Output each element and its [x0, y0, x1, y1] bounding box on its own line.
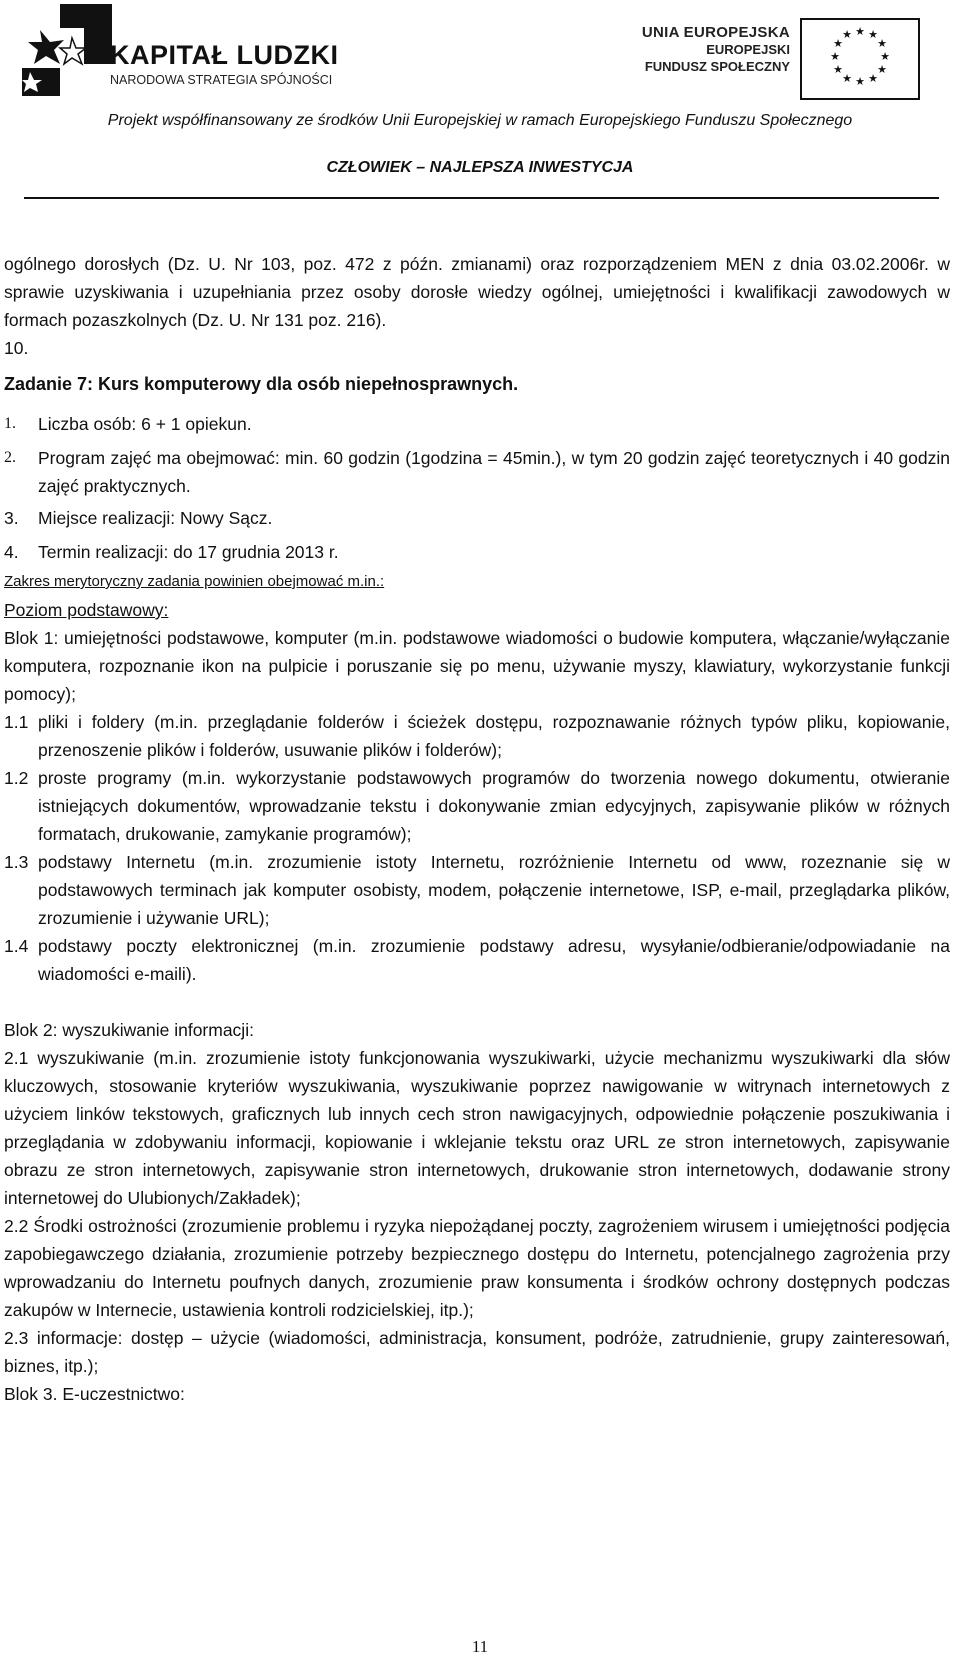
motto: CZŁOWIEK – NAJLEPSZA INWESTYCJA	[326, 159, 634, 176]
kapital-ludzki-emblem-icon	[20, 4, 112, 96]
svg-text:★: ★	[868, 28, 878, 41]
svg-text:★: ★	[842, 28, 852, 41]
block1-item	[4, 848, 950, 932]
level-heading: Poziom podstawowy:	[4, 600, 169, 620]
detail-text: Program zajęć ma obejmować: min. 60 godzin (1godzina = 45min.), w tym 20 godzin zajęć teoretycznych i 40 godzin zajęć praktycznych.	[38, 448, 950, 496]
block1-item-text: podstawy poczty elektronicznej (m.in. zrozumienie podstawy adresu, wysyłanie/odbieranie/odpowiadanie na wiadomości e-maili).	[38, 936, 950, 984]
scope-heading: Zakres merytoryczny zadania powinien obejmować m.in.:	[4, 573, 385, 590]
block1-paragraph: Blok 1: umiejętności podstawowe, komputer (m.in. podstawowe wiadomości o budowie komputera, włączanie/wyłączanie komputera, rozpoznanie ikon na pulpicie i poruszanie się po menu, używanie myszy, klawiatury, wykorzystanie funkcji pomocy);	[4, 628, 950, 704]
eu-logo-line3: FUNDUSZ SPOŁECZNY	[644, 59, 790, 74]
detail-item	[4, 410, 950, 438]
detail-item	[4, 444, 950, 500]
svg-text:★: ★	[842, 72, 852, 85]
svg-text:★: ★	[855, 75, 865, 88]
eu-logo-text	[642, 24, 790, 75]
block2-item: 2.3 informacje: dostęp – użycie (wiadomości, administracja, konsument, podróże, zatrudnienie, grupy zainteresowań, biznes, itp.);	[4, 1328, 950, 1376]
detail-text: Termin realizacji: do 17 grudnia 2013 r.	[38, 542, 339, 562]
detail-text: Miejsce realizacji: Nowy Sącz.	[38, 508, 273, 528]
block1-item	[4, 708, 950, 764]
svg-text:★: ★	[833, 37, 843, 50]
eu-logo	[630, 18, 920, 98]
page-header	[0, 0, 960, 200]
detail-number: 2.	[4, 449, 16, 466]
block1-item-number: 1.1	[4, 712, 29, 732]
eu-flag-icon	[800, 18, 920, 100]
block1-item	[4, 932, 950, 988]
block2-item: 2.2 Środki ostrożności (zrozumienie problemu i ryzyka niepożądanej poczty, zagrożeniem wirusem i umiejętności podjęcia zapobiegawczego działania, zrozumienie potrzeby bezpiecznego dostępu do Internetu, potencjalnego zagrożenia przy wprowadzaniu do Internetu poufnych danych, zrozumienie praw konsumenta i środków ochrony dostępnych podczas zakupów w Internecie, ustawienia kontroli rodzicielskiej, itp.);	[4, 1216, 950, 1320]
svg-text:★: ★	[880, 50, 890, 63]
page-number: 11	[471, 1637, 489, 1656]
block1-item	[4, 764, 950, 848]
detail-number: 4.	[4, 542, 19, 562]
svg-text:★: ★	[830, 50, 840, 63]
block3-heading: Blok 3. E-uczestnictwo:	[4, 1384, 185, 1404]
svg-text:★: ★	[877, 63, 887, 76]
eu-logo-line2: EUROPEJSKI	[706, 42, 790, 57]
kapital-ludzki-logo	[20, 4, 360, 96]
block2-item: 2.1 wyszukiwanie (m.in. zrozumienie istoty funkcjonowania wyszukiwarki, użycie mechanizmu wyszukiwarki dla słów kluczowych, stosowanie kryteriów wyszukiwania, wyszukiwanie poprzez nawigowanie w witrynach internetowych z użyciem linków tekstowych, graficznych lub innych cech stron nawigacyjnych, odpowiednie połączenie poszukiwania i przeglądania w zdobywaniu informacji, kopiowanie i wklejanie tekstu oraz URL ze stron internetowych, zapisywanie obrazu ze stron internetowych, zapisywanie stron internetowych, drukowanie stron internetowych, dodawanie strony internetowej do Ulubionych/Zakładek);	[4, 1048, 950, 1208]
svg-text:★: ★	[877, 37, 887, 50]
detail-number: 1.	[4, 415, 16, 432]
block1-item-number: 1.4	[4, 936, 29, 956]
block1-item-number: 1.2	[4, 768, 29, 788]
document-body	[4, 250, 950, 1408]
kapital-ludzki-subtitle: NARODOWA STRATEGIA SPÓJNOŚCI	[110, 73, 333, 87]
block1-item-text: proste programy (m.in. wykorzystanie podstawowych programów do tworzenia nowego dokumentu, otwieranie istniejących dokumentów, wprowadzanie tekstu i dokonywanie zmian edycyjnych, zapisywanie plików w różnych formatach, drukowanie, zamykanie programów);	[38, 768, 950, 844]
eu-logo-line1: UNIA EUROPEJSKA	[641, 24, 790, 41]
kapital-ludzki-title: KAPITAŁ LUDZKI	[110, 40, 339, 70]
task-title: Zadanie 7: Kurs komputerowy dla osób niepełnosprawnych.	[4, 374, 519, 394]
detail-number: 3.	[4, 508, 19, 528]
svg-text:★: ★	[868, 72, 878, 85]
detail-item	[4, 504, 950, 532]
detail-text: Liczba osób: 6 + 1 opiekun.	[38, 414, 252, 434]
project-funding-line: Projekt współfinansowany ze środków Unii Europejskiej w ramach Europejskiego Funduszu Społecznego	[107, 112, 853, 129]
detail-item	[4, 538, 950, 566]
block1-item-number: 1.3	[4, 852, 29, 872]
block1-item-text: podstawy Internetu (m.in. zrozumienie istoty Internetu, rozróżnienie Internetu od www, rozeznanie się w podstawowych terminach jak komputer osobisty, modem, połączenie internetowe, ISP, e-mail, przeglądarka plików, zrozumienie i używanie URL);	[38, 852, 950, 928]
section-number: 10.	[4, 338, 29, 358]
block2-heading: Blok 2: wyszukiwanie informacji:	[4, 1020, 254, 1040]
intro-paragraph: ogólnego dorosłych (Dz. U. Nr 103, poz. 472 z późn. zmianami) oraz rozporządzeniem MEN z dnia 03.02.2006r. w sprawie uzyskiwania i uzupełniania przez osoby dorosłe wiedzy ogólnej, umiejętności i kwalifikacji zawodowych w formach pozaszkolnych (Dz. U. Nr 131 poz. 216).	[4, 254, 950, 330]
svg-text:★: ★	[833, 63, 843, 76]
block1-item-text: pliki i foldery (m.in. przeglądanie folderów i ścieżek dostępu, rozpoznawanie różnych typów pliku, kopiowanie, przenoszenie plików i folderów, usuwanie plików i folderów);	[38, 712, 950, 760]
header-divider	[24, 197, 939, 199]
svg-text:★: ★	[855, 25, 865, 38]
